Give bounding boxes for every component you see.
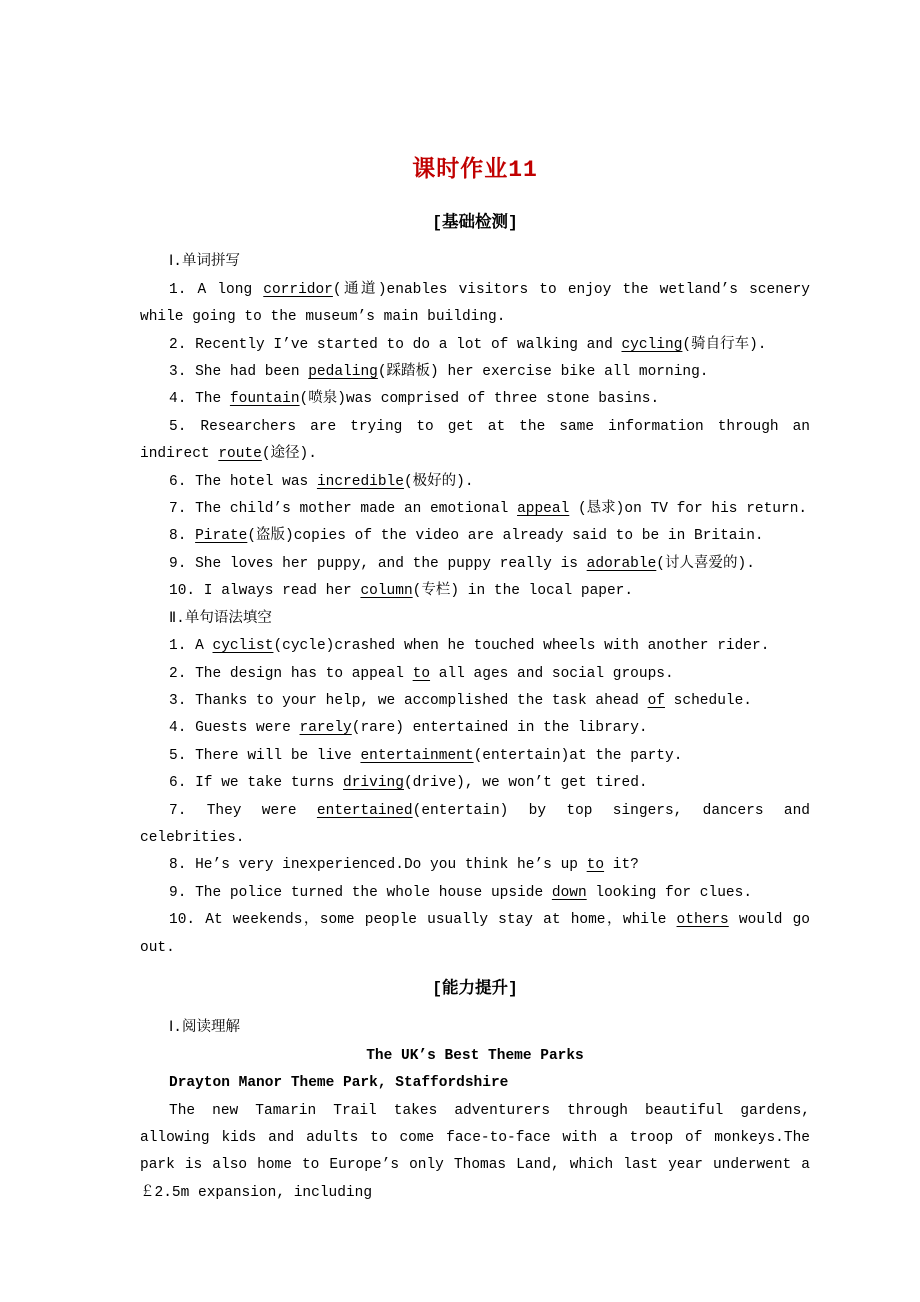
section-header-basic-test <box>140 209 810 236</box>
text-segment: Ⅱ.单句语法填空 <box>169 610 272 627</box>
word-spelling-item-4 <box>140 386 810 413</box>
grammar-item-3 <box>140 688 810 715</box>
reading-subtitle <box>140 1070 810 1097</box>
text-segment: 10. I always read her <box>169 583 361 600</box>
text-segment: (cycle)crashed when he touched wheels with another rider. <box>273 638 770 655</box>
text-segment: (专栏) in the local paper. <box>412 583 634 600</box>
word-spelling-item-10 <box>140 578 810 605</box>
underlined-answer: fountain <box>229 391 300 408</box>
grammar-item-10 <box>140 907 810 962</box>
text-segment: it? <box>604 857 639 874</box>
underlined-answer: Pirate <box>195 528 248 545</box>
text-segment: The UK’s Best Theme Parks <box>366 1047 584 1064</box>
text-segment: The new Tamarin Trail takes adventurers through beautiful gardens, allowing kids and adults to come face-to-face with a troop of monkeys.The park is also home to Europe’s only Thomas Land, which last year underwent a ￡2.5m expansion, including <box>140 1102 810 1201</box>
word-spelling-item-1 <box>140 277 810 332</box>
text-segment: 3. She had been <box>169 364 309 381</box>
text-segment: 8. <box>169 528 196 545</box>
underlined-answer: of <box>647 692 665 709</box>
text-segment: (盗版)copies of the video are already said to be in Britain. <box>247 528 764 545</box>
text-segment: Drayton Manor Theme Park, Staffordshire <box>169 1075 509 1092</box>
text-segment: (踩踏板) her exercise bike all morning. <box>377 364 709 381</box>
grammar-item-6 <box>140 770 810 797</box>
text-segment: 4. Guests were <box>169 720 300 737</box>
text-segment: 9. She loves her puppy, and the puppy really is <box>169 555 587 572</box>
text-segment: (drive), we won’t get tired. <box>403 775 648 792</box>
text-segment: (entertain)at the party. <box>473 747 683 764</box>
text-segment: 6. If we take turns <box>169 775 344 792</box>
text-segment: (极好的). <box>403 473 474 490</box>
text-segment: (恳求)on TV for his return. <box>569 501 808 518</box>
text-segment: 7. They were <box>169 802 317 819</box>
word-spelling-item-7 <box>140 496 810 523</box>
word-spelling-item-2 <box>140 332 810 359</box>
subsection-word-spelling <box>140 249 810 276</box>
word-spelling-item-8 <box>140 523 810 550</box>
underlined-answer: others <box>676 912 729 929</box>
text-segment: 2. The design has to appeal <box>169 665 413 682</box>
text-segment: (讨人喜爱的). <box>656 555 755 572</box>
subsection-reading <box>140 1015 810 1042</box>
underlined-answer: cyclist <box>212 638 274 655</box>
text-segment: 1. A long <box>169 281 264 298</box>
text-segment: 3. Thanks to your help, we accomplished the task ahead <box>169 692 648 709</box>
text-segment: (通道)enables visitors to enjoy the wetland’s scenery while going to the museum’s main building. <box>140 281 810 326</box>
grammar-item-4 <box>140 715 810 742</box>
underlined-answer: incredible <box>316 473 404 490</box>
word-spelling-item-6 <box>140 469 810 496</box>
reading-paragraph <box>140 1098 810 1208</box>
text-segment: 10. At weekends，some people usually stay at home，while <box>169 912 677 929</box>
underlined-answer: driving <box>343 775 404 792</box>
grammar-item-9 <box>140 880 810 907</box>
word-spelling-item-5 <box>140 414 810 469</box>
text-segment: (entertain) by top singers, dancers and celebrities. <box>140 802 810 846</box>
underlined-answer: entertained <box>316 802 413 819</box>
text-segment: 2. Recently I’ve started to do a lot of walking and <box>169 336 622 353</box>
text-segment: 5. Researchers are trying to get at the same information through an indirect <box>140 418 810 463</box>
page-title: 课时作业11 <box>412 157 538 183</box>
grammar-item-2 <box>140 661 810 688</box>
underlined-answer: cycling <box>621 336 683 353</box>
underlined-answer: pedaling <box>308 364 378 381</box>
section-header-ability <box>140 975 810 1002</box>
text-segment: 1. A <box>169 638 213 655</box>
grammar-item-8 <box>140 852 810 879</box>
text-segment: (喷泉)was comprised of three stone basins. <box>299 391 660 408</box>
grammar-item-1 <box>140 633 810 660</box>
text-segment: would go out. <box>140 912 810 956</box>
underlined-answer: column <box>360 583 413 600</box>
text-segment: (rare) entertained in the library. <box>351 720 648 737</box>
underlined-answer: entertainment <box>360 747 474 764</box>
grammar-item-7 <box>140 798 810 853</box>
worksheet-content <box>140 209 810 1207</box>
text-segment: (骑自行车). <box>682 336 767 353</box>
text-segment: all ages and social groups. <box>430 665 674 682</box>
text-segment: 5. There will be live <box>169 747 361 764</box>
word-spelling-item-9 <box>140 551 810 578</box>
text-segment: 9. The police turned the whole house upside <box>169 884 552 901</box>
text-segment: Ⅰ.阅读理解 <box>169 1020 240 1037</box>
underlined-answer: down <box>551 884 587 901</box>
underlined-answer: appeal <box>517 501 570 518</box>
text-segment: [基础检测] <box>432 213 518 232</box>
text-segment: schedule. <box>664 692 752 709</box>
text-segment: 8. He’s very inexperienced.Do you think he’s up <box>169 857 587 874</box>
underlined-answer: to <box>412 665 431 682</box>
text-segment: 7. The child’s mother made an emotional <box>169 501 518 518</box>
text-segment: (途径). <box>261 446 317 463</box>
text-segment: Ⅰ.单词拼写 <box>169 254 240 271</box>
underlined-answer: route <box>218 446 262 463</box>
underlined-answer: adorable <box>586 555 657 572</box>
grammar-item-5 <box>140 743 810 770</box>
word-spelling-item-3 <box>140 359 810 386</box>
reading-title <box>140 1043 810 1070</box>
text-segment: looking for clues. <box>586 884 753 901</box>
text-segment: 4. The <box>169 391 230 408</box>
text-segment: [能力提升] <box>432 978 518 998</box>
underlined-answer: to <box>586 857 605 874</box>
underlined-answer: rarely <box>299 720 352 737</box>
underlined-answer: corridor <box>263 281 333 298</box>
subsection-grammar-fill <box>140 606 810 633</box>
text-segment: 6. The hotel was <box>169 473 317 490</box>
